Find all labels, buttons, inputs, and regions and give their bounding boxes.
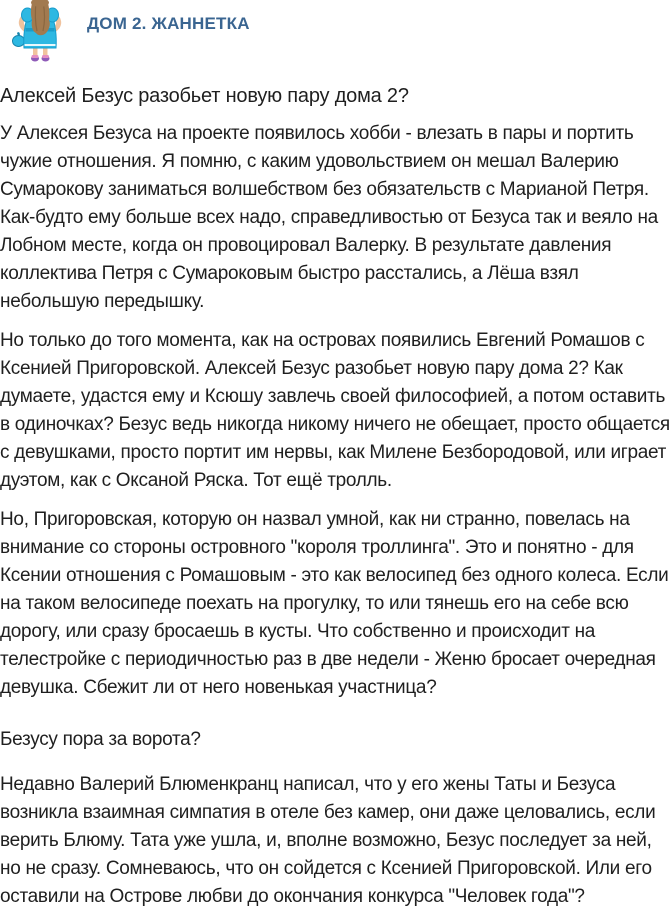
- post-title: Алексей Безус разобьет новую пару дома 2?: [0, 85, 409, 107]
- article-body: [0, 83, 670, 911]
- woman-avatar-icon: [7, 0, 73, 63]
- article-paragraph: У Алексея Безуса на проекте появилось хобби - влезать в пары и портить чужие отношения. Я помню, с каким удовольствием он мешал Валерию Сумарокову заниматься волшебством без обязательств с Марианой Петря. Как-будто ему больше всех надо, справедливостью от Безуса так и веяло на Лобном месте, когда он провоцировал Валерку. В результате давления коллектива Петря с Сумароковым быстро расстались, а Лёша взял небольшую передышку.: [0, 123, 658, 312]
- article-paragraph: Но только до того момента, как на островах появились Евгений Ромашов с Ксенией Пригоровской. Алексей Безус разобьет новую пару дома 2? Как думаете, удастся ему и Ксюшу завлечь своей философией, а потом оставить в одиночках? Безус ведь никогда никому ничего не обещает, просто общается с девушками, просто портит им нервы, как Милене Безбородовой, или играет дуэтом, как с Оксаной Ряска. Тот ещё тролль.: [0, 330, 670, 491]
- article-subheading: Безусу пора за ворота?: [0, 729, 201, 750]
- post-header: [0, 0, 670, 63]
- article-paragraph: Но, Пригоровская, которую он назвал умной, как ни странно, повелась на внимание со стороны островного "короля троллинга". Это и понятно - для Ксении отношения с Ромашовым - это как велосипед без одного колеса. Если на таком велосипеде поехать на прогулку, то или тянешь его на себе всю дорогу, или сразу бросаешь в кусты. Что собственно и происходит на телестройке с периодичностью раз в две недели - Женю бросает очередная девушка. Сбежит ли от него новенькая участница?: [0, 509, 669, 698]
- community-name[interactable]: ДОМ 2. ЖАННЕТКА: [87, 14, 250, 33]
- article-closing-paragraph: Недавно Валерий Блюменкранц написал, что у его жены Таты и Безуса возникла взаимная симпатия в отеле без камер, они даже целовались, если верить Блюму. Тата уже ушла, и, вполне возможно, Безус последует за ней, но не сразу. Сомневаюсь, что он сойдется с Ксенией Пригоровской. Или его оставили на Острове любви до окончания конкурса "Человек года"?: [0, 774, 656, 907]
- community-avatar[interactable]: [7, 0, 73, 63]
